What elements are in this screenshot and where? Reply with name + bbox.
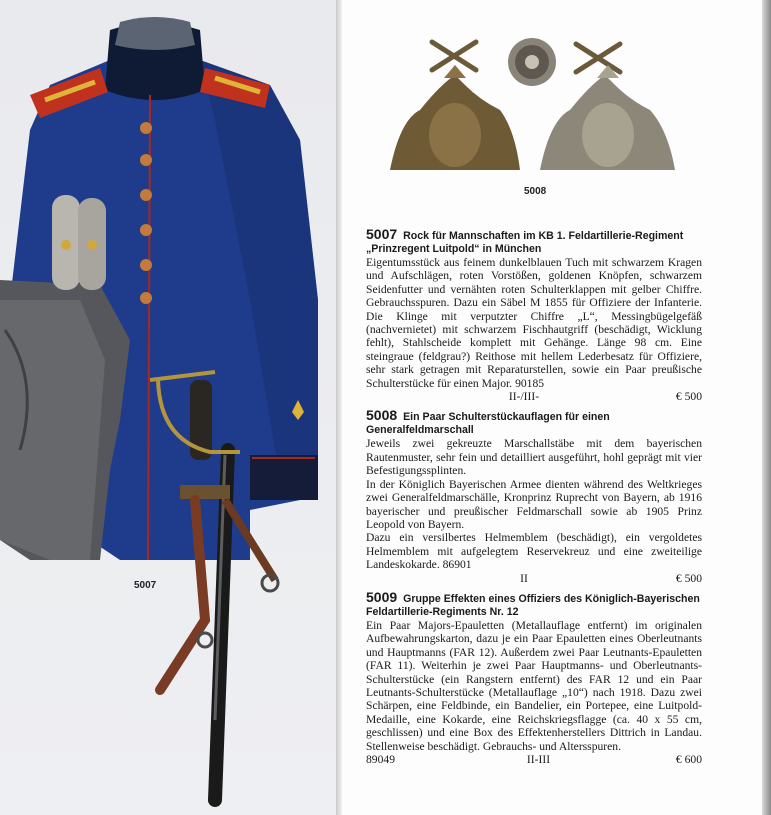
lot-description: Dazu ein versilbertes Helmemblem (beschädigt), ein vergoldetes Helmemblem mit aufgelegtem Reservekreuz und eine zweiteilige Landeskokarde. 86901 <box>366 531 702 572</box>
lot-number: 5008 <box>366 407 398 424</box>
cockade <box>508 38 556 86</box>
lot-heading <box>366 409 702 437</box>
lot-5008 <box>366 409 702 584</box>
lot-grade: II <box>520 571 528 585</box>
crossed-batons-right <box>576 44 620 72</box>
lot-heading <box>366 228 702 256</box>
lot-number: 5009 <box>366 588 398 605</box>
page-edge <box>762 0 771 815</box>
lot-listing <box>366 228 702 772</box>
page-gutter <box>336 0 342 815</box>
lot-title: Rock für Mannschaften im KB 1. Feldartillerie-Regiment „Prinzregent Luitpold“ in München <box>366 230 684 255</box>
silver-helmet-emblem <box>540 65 675 170</box>
lot-description: In der Königlich Bayerischen Armee dienten während des Weltkrieges zwei Generalfeldmarschälle, Kronprinz Ruprecht von Bayern, ab 1916 bayerischer und preußischer Feldmarschall sowie ab 1905 Prinz Leopold von Bayern. <box>366 477 702 531</box>
photo-caption: 5007 <box>134 580 157 591</box>
lot-5007 <box>366 228 702 403</box>
tunic-illustration <box>0 0 336 815</box>
emblems-photo <box>380 30 690 180</box>
lot-description: Ein Paar Majors-Epauletten (Metallauflage entfernt) im originalen Aufbewahrungskarton, dazu je ein Paar Epauletten eines Oberleutnants und Hauptmanns (FAR 12). Außerdem zwei Paar Leutnants-Epauletten (FAR 11). Weiterhin je zwei Paar Hauptmanns- und Oberleutnants-Schulterstücke (ein Rangstern entfernt) des FAR 12 und ein Paar Leutnants-Schulterstücke (Metallauflage „10“) nach 1918. Dazu zwei Schärpen, eine Feldbinde, ein Bandelier, ein Portepee, eine Luitpold-Medaille, eine Kokarde, eine Reichskriegsflagge (ca. 40 x 55 cm, geschlissen) und eine Box des Effektenherstellers Dittrich in Landau. Stellenweise beschädigt. Gebrauchs- und Altersspuren. <box>366 618 702 753</box>
lot-price: € 500 <box>675 390 702 404</box>
lot-5009 <box>366 588 702 766</box>
lot-reference: 89049 <box>366 753 395 766</box>
lot-grade: II-III <box>526 753 551 766</box>
lot-footer <box>366 390 702 403</box>
lot-price: € 600 <box>675 753 702 766</box>
lot-title: Ein Paar Schulterstückauflagen für einen Generalfeldmarschall <box>366 411 610 437</box>
crossed-batons-left <box>432 42 476 70</box>
emblems-caption: 5008 <box>524 186 547 197</box>
lot-footer <box>366 572 702 585</box>
lot-heading <box>366 588 702 619</box>
shoulder-boards <box>52 195 106 290</box>
lot-number: 5007 <box>366 226 398 242</box>
lot-footer <box>366 753 702 766</box>
uniform-photo <box>0 0 336 815</box>
lot-grade: II-/III- <box>508 390 540 404</box>
lot-title: Gruppe Effekten eines Offiziers des Königlich-Bayerischen Feldartillerie-Regiments Nr. 12 <box>366 592 700 618</box>
lot-price: € 500 <box>675 571 702 585</box>
lot-description: Eigentumsstück aus feinem dunkelblauen Tuch mit schwarzem Kragen und Aufschlägen, roten Vorstößen, goldenen Knöpfen, schwarzem Seidenfutter und vernähten roten Schulterklappen mit gelber Chiffre. Gebrauchsspuren. Dazu ein Säbel M 1855 für Offiziere der Infanterie. Die Klinge mit verputzter Chiffre „L“, Messingbügelgefäß (nachvernietet) mit schwarzem Fischhautgriff (beschädigt, Wicklung fehlt), Stahlscheide komplett mit Gehänge. Länge 98 cm. Eine steingraue (feldgrau?) Reithose mit hellem Lederbesatz für Offiziere, sehr stark getragen mit Reparaturstellen, sowie ein Paar preußische Schulterstücke für einen Major. 90185 <box>366 256 702 390</box>
gilt-helmet-emblem <box>390 65 520 170</box>
lot-description: Jeweils zwei gekreuzte Marschallstäbe mit dem bayerischen Rautenmuster, sehr fein und detailliert ausgeführt, hohl geprägt mit vier Befestigungssplinten. <box>366 437 702 478</box>
